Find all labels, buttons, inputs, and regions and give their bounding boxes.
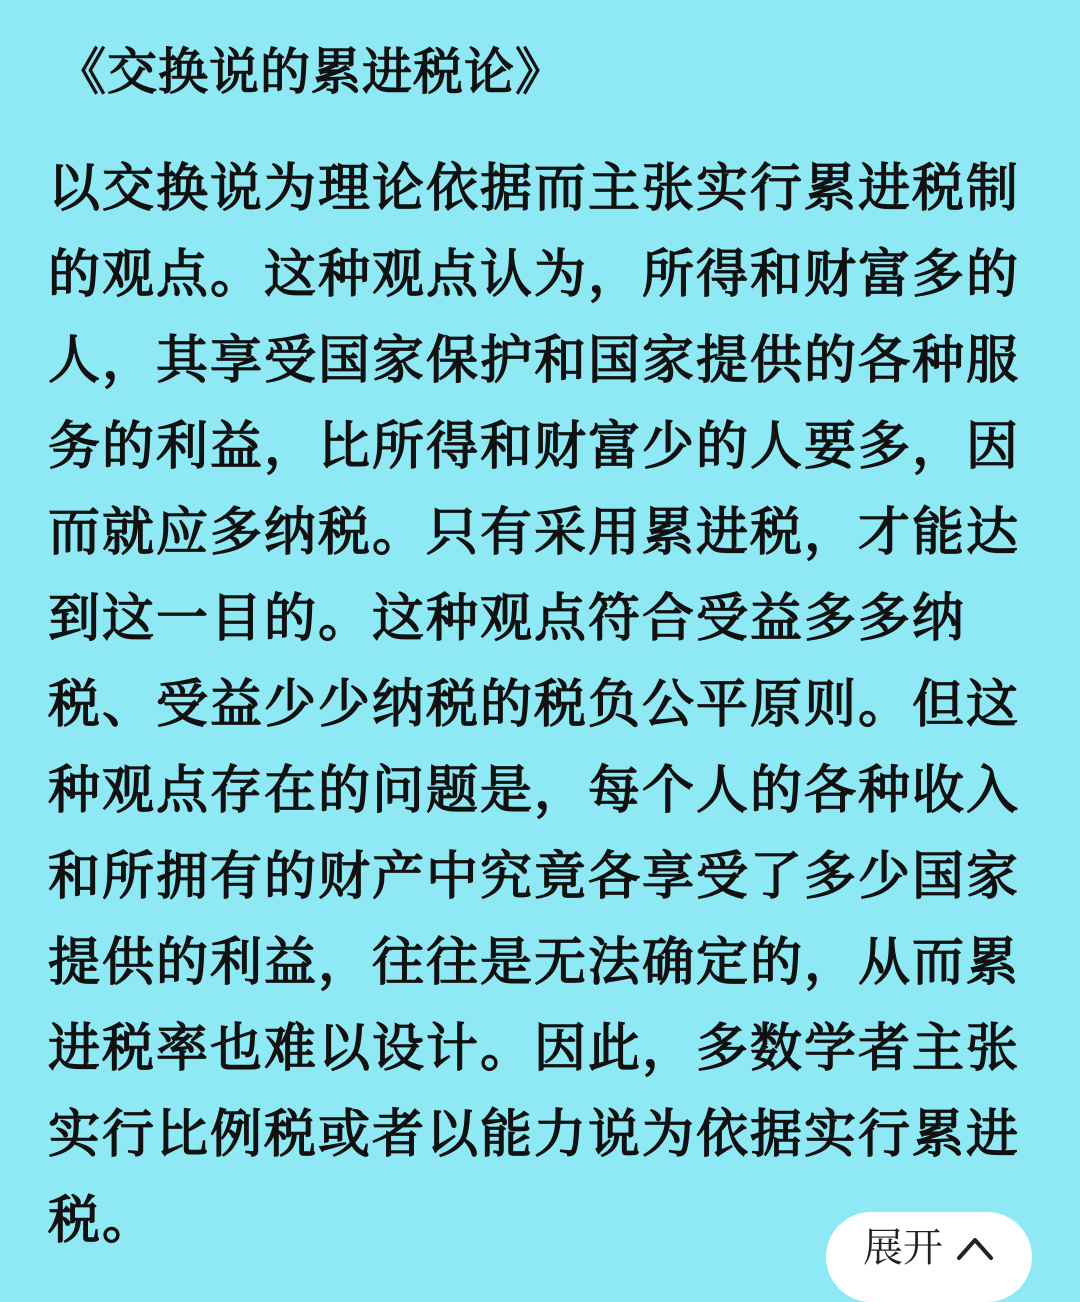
article-line: 的观点。这种观点认为，所得和财富多的 bbox=[48, 245, 1021, 305]
article-line: 实行比例税或者以能力说为依据实行累进 bbox=[48, 1105, 1021, 1165]
article-body bbox=[48, 146, 1038, 1264]
article-line: 而就应多纳税。只有采用累进税，才能达 bbox=[48, 503, 1021, 563]
article-line: 提供的利益，往往是无法确定的，从而累 bbox=[48, 933, 1021, 993]
article-line: 和所拥有的财产中究竟各享受了多少国家 bbox=[48, 847, 1021, 907]
expand-button[interactable] bbox=[826, 1212, 1032, 1302]
article-line: 人，其享受国家保护和国家提供的各种服 bbox=[48, 331, 1021, 391]
article-title: 《交换说的累进税论》 bbox=[56, 43, 566, 101]
article-line: 以交换说为理论依据而主张实行累进税制 bbox=[48, 159, 1021, 219]
article-line: 务的利益，比所得和财富少的人要多，因 bbox=[48, 417, 1021, 477]
expand-button-label: 展开 bbox=[863, 1225, 943, 1271]
article-line: 种观点存在的问题是，每个人的各种收入 bbox=[48, 761, 1021, 821]
article-line: 税、受益少少纳税的税负公平原则。但这 bbox=[48, 675, 1021, 735]
chevron-up-icon bbox=[955, 1228, 995, 1268]
article-line: 税。 bbox=[48, 1191, 157, 1251]
article-line: 进税率也难以设计。因此，多数学者主张 bbox=[48, 1019, 1021, 1079]
article-line: 到这一目的。这种观点符合受益多多纳 bbox=[48, 589, 967, 649]
